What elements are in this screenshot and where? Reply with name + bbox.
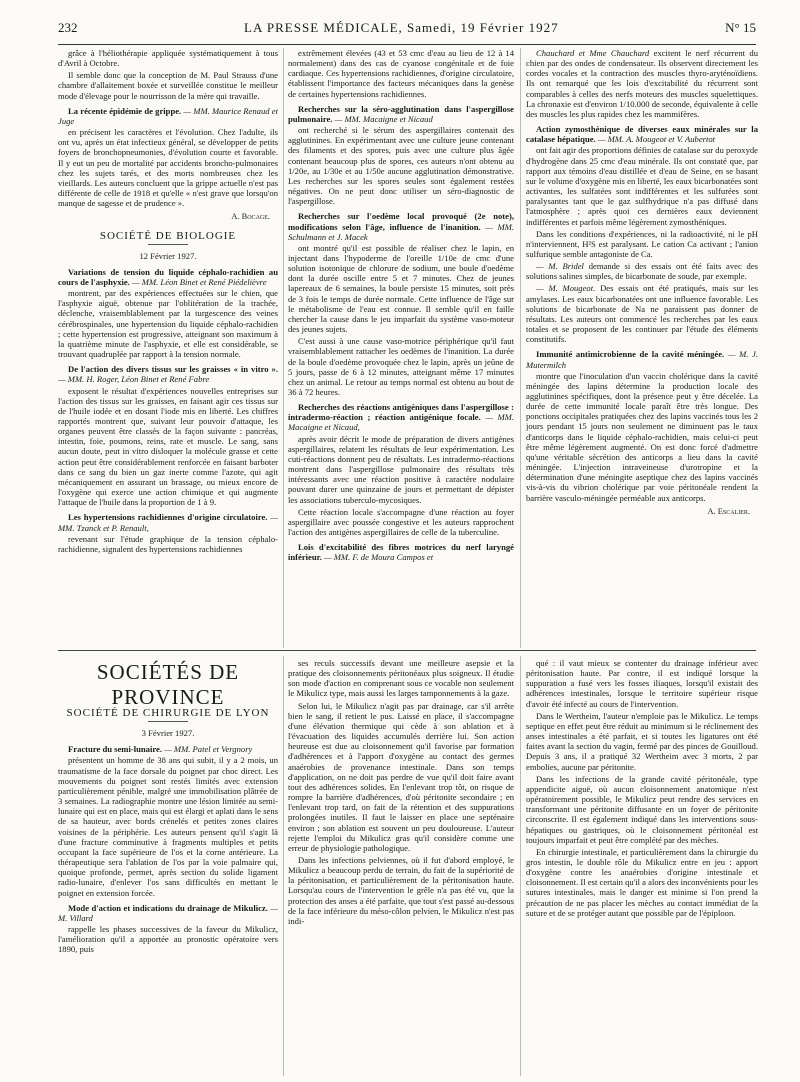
column-5	[288, 658, 514, 1078]
heading-title: Mode d'action et indications du drainage de Mikulicz.	[68, 902, 268, 913]
section-date: 12 Février 1927.	[139, 250, 197, 261]
section-rule	[148, 244, 188, 245]
heading-authors: — MM. Patel et Vergnory	[164, 744, 253, 755]
heading-title: Les hypertensions rachidiennes d'origine circulatoire.	[68, 512, 268, 523]
paragraph: montre que l'inoculation d'un vaccin cholérique dans la cavité méningée des lapins détermine la production locale des agglutinines spécifiques, dont la présence peut y être décelée. La durée de cette immunité locale paraît être très longue. Des ponctions occipitales pratiquées chez des lapins vaccinés tous les 2 jours pendant 15 jours non seulement ne diminuent pas le taux d'anticorps dans le liquide céphalo-rachidien, mais celui-ci peut être même légèrement augmenté. On est donc forcé d'admettre qu'une véritable sécrétion des anticorps a lieu dans la cavité méningée. L'injection intraveineuse d'urotropine et la détermination d'une méningite aseptique chez des lapins vaccinés vis-à-vis du vibrion cholérique par voie péritonéale rendent la barrière vasculo-méningée perméable aux anticorps.	[526, 370, 758, 503]
article-heading	[58, 903, 278, 923]
paragraph: Cette réaction locale s'accompagne d'une réaction au foyer aspergillaire avec poussée congestive et les auteurs rapprochent l'action des antigènes aspergillaires de celle de la tuberculine.	[288, 506, 514, 538]
paragraph: qué : il vaut mieux se contenter du drainage inférieur avec péritonisation haute. Par contre, il est indiqué lorsque la suppuration a fusé vers les fosses iliaques, lorsqu'il existait des adhérences intestinales, lorsque le territoire supérieur risque d'avoir été infecté au cours de l'intervention.	[526, 658, 758, 709]
paragraph: Dans le Wertheim, l'auteur n'emploie pas le Mikulicz. Le temps septique en effet peut être réduit au minimum si le réclinement des anses intestinales a été parfait, et si toutes les ligatures ont été faites avant la section du vagin, fermé par des pinces de Gouilloud. Depuis 3 ans, il a pratiqué 32 Wertheim avec 3 morts, 2 par embolies, aucune par péritonite.	[526, 710, 758, 772]
heading-title: Lois d'excitabilité des fibres motrices du nerf laryngé inférieur.	[288, 542, 514, 563]
column-rule	[283, 656, 284, 1076]
paragraph: Dans les conditions d'expériences, ni la radioactivité, ni le pH n'interviennent, H²S est paralysant. Le cation Ca activant ; l'anion sulfurique semble antagoniste de Ca.	[526, 228, 758, 259]
section-rule	[148, 721, 188, 722]
paragraph	[526, 261, 758, 281]
paragraph: après avoir décrit le mode de préparation de divers antigènes aspergillaires, relatent les résultats de leur expérimentation. Les cuti-réactions donnent peu de résultats. Les intradermo-réactions montrent dans l'aspergillose pulmonaire des résultats très intéressants avec une réaction positive à caractère nodulaire pouvant durer une quinzaine de jours et permettant de dépister les associations tuberculo-mycosiques.	[288, 433, 514, 505]
heading-title: De l'action des divers tissus sur les graisses « in vitro ».	[68, 364, 278, 375]
signature: A. Bocage.	[231, 212, 270, 222]
article-heading	[288, 211, 514, 241]
paragraph: Selon lui, le Mikulicz n'agit pas par drainage, car s'il arrête bien le sang, il retient le pus. Laissé en place, il s'accompagne d'une élévation thermique qui cède à son ablation et à l'évacuation des liquides accumulés derrière lui. Son action heureuse est due au cloisonnement qu'il favorise par formation d'adhérences et à l'apport d'oxygène au contact des germes anaérobies de provenance intestinale. Dans son temps d'application, on ne doit pas perdre de vue qu'il doit faire avant tout des adhérences solides. En l'enlevant trop tôt, on risque de rompre la barrière d'adhérences, d'où péritonite secondaire ; en l'enlevant trop tard, on fait de la rétention et des suppurations prolongées inutiles. Il faut le laisser en place une septénaire environ ; son ablation est souvent un peu douloureuse. L'auteur rejette l'emploi du Mikulicz gras qu'il considère comme une erreur de physiologie pathologique.	[288, 700, 514, 853]
article-heading	[288, 542, 514, 562]
paragraph: exposent le résultat d'expériences nouvelles entreprises sur l'action des tissus sur les graisses, en faisant agir ces tissus sur de l'huile iodée et en dosant l'iode mis en liberté. Les chiffres rapportés montrent que, suivant leur pouvoir d'attaque, les organes peuvent être classés de la façon suivante : pancréas, intestin, foie, poumons, reins, rate et muscle. Le sang, sans aucun doute, peut in vitro disloquer la molécule grasse et cette action peut être considérablement renforcée en faisant barboter dans ce sang du bien un gaz inerte comme l'azote, qui agit mécaniquement en assurant un brassage, ou mieux encore de l'oxygène qui exerce une action chimique et qui augmente l'attaque de l'huile dans la proportion de 1 à 9.	[58, 385, 278, 508]
paragraph: revenant sur l'étude graphique de la tension céphalo-rachidienne, signalent des hypertensions rachidiennes	[58, 533, 278, 554]
heading-authors: — MM. H. Roger, Léon Binet et René Fabre	[58, 374, 210, 385]
column-4	[58, 700, 278, 1075]
paragraph: ses reculs successifs devant une meilleure asepsie et la pratique des cloisonnements péritonéaux plus soigneux. Il étudie son mode d'action en comprenant sous ce vocable non seulement le Mikulicz type, mais aussi les larges tamponnements à la gaze.	[288, 658, 514, 699]
paragraph: ont recherché si le sérum des aspergillaires contenait des agglutinines. En expérimentant avec une culture jeune contenant des filaments et des spores, puis avec une culture plus âgée contenant beaucoup plus de spores, ces auteurs n'ont obtenu au 1/20e, au 1/30e et au 1/50e aucune agglutination démonstrative. Les recherches sur les spores seules sont également restées négatives. On ne peut donc utiliser un séro-diagnostic de l'aspergillose.	[288, 125, 514, 207]
signature: A. Escalier.	[707, 506, 750, 516]
paragraph: Il semble donc que la conception de M. Paul Strauss d'une chambre d'allaitement boxée et surveillée constitue le meilleur mode d'élevage pour le nourrisson de la mère qui travaille.	[58, 70, 278, 101]
paragraph: en précisent les caractères et l'évolution. Chez l'adulte, ils ont vu, après un état infectieux général, se développer de petits foyers de bronchopneumonies, d'évolution courte et favorable. Il y eut un peu de mortalité par accidents broncho-pulmonaires chez les sujets tarés, et des morts nombreuses chez les vieillards. Les auteurs concluent que la grippe actuelle n'est pas différente de celle de 1918 et qu'elle « n'est grave que lorsqu'on manque de sagesse et de prudence ».	[58, 127, 278, 209]
article-heading	[58, 744, 278, 754]
paragraph: ont fait agir des proportions définies de catalase sur du peroxyde d'hydrogène dans 25 cmc d'eau minérale. Ils ont constaté que, par rapport aux témoins d'eau distillée et d'eau de Seine, en se basant sur le volume d'oxygène mis en liberté, les eaux bicarbonatées sont activantes, les sulfatées sont indifférentes et les sulfurées sont paralysantes tant que le gaz sulfhydrique n'a pas diffusé dans l'atmosphère ; après quoi ces dernières eaux deviennent indifférentes et parfois même légèrement zymosthéniques.	[526, 145, 758, 227]
heading-authors: — MM. Tzanck et P. Renault,	[58, 512, 278, 533]
column-2	[288, 48, 514, 648]
heading-authors: — MM. Macaigne et Nicaud,	[288, 412, 514, 433]
article-heading	[58, 512, 278, 532]
column-rule	[520, 48, 521, 648]
column-6	[526, 658, 758, 1078]
article-heading	[288, 402, 514, 432]
heading-authors: — MM. F. de Moura Campos et	[323, 552, 434, 563]
article-heading	[526, 124, 758, 144]
section-divider	[58, 650, 756, 651]
heading-authors: — MM. A. Mougeot et V. Aubertot	[597, 134, 716, 145]
inline-authors: Chauchard et Mme Chauchard	[536, 48, 650, 58]
heading-title: La récente épidémie de grippe.	[68, 105, 182, 116]
heading-title: Recherches des réactions antigéniques dans l'aspergillose : intradermo-réaction ; réaction antigénique focale.	[288, 402, 514, 423]
paragraph: grâce à l'héliothérapie appliquée systématiquement à tous d'Avril à Octobre.	[58, 48, 278, 69]
provinces-title: SOCIÉTÉS DE PROVINCE	[96, 660, 240, 709]
section-title: SOCIÉTÉ DE CHIRURGIE DE LYON	[66, 707, 270, 719]
heading-title: Fracture du semi-lunaire.	[68, 744, 162, 755]
heading-authors: — MM. Léon Binet et René Piédelièvre	[132, 276, 267, 287]
inline-authors: — M. Bridel	[536, 261, 584, 272]
paragraph: ont montré qu'il est possible de réaliser chez le lapin, en injectant dans l'hypoderme de l'oreille 1/10e de cmc d'une solution isotonique de chlorure de sodium, une boule d'oedème dont la durée oscille entre 5 et 7 minutes. Chez de jeunes lapereaux de 6 semaines, la boule persiste 15 minutes, soit près de 3 fois le temps de durée normale. Cette influence de l'âge sur le métabolisme de l'eau est connue. Il semble qu'il en faille chercher la cause dans le jeu imparfait du système vaso-moteur des jeunes sujets.	[288, 242, 514, 335]
article-heading	[58, 364, 278, 384]
paragraph	[526, 283, 758, 344]
section-title: SOCIÉTÉ DE BIOLOGIE	[99, 229, 237, 242]
issue-number: N° 15	[725, 20, 756, 35]
column-rule	[283, 48, 284, 648]
heading-authors: — M. J. Mutermilch	[526, 349, 758, 370]
section-date: 3 Février 1927.	[141, 728, 195, 739]
paragraph-text: demande si des essais ont été faits avec des solutions salines simples, de bicarbonate de soude, par exemple.	[526, 261, 758, 282]
inline-authors: — M. Mougeot.	[536, 283, 596, 294]
heading-authors: — MM. Schulmann et J. Macek	[288, 221, 514, 242]
paragraph: extrêmement élevées (43 et 53 cmc d'eau au lieu de 12 à 14 normalement) dans des cas de cyanose congénitale et de foie cardiaque. Ces hypertensions rachidiennes, d'origine circulatoire, établissent l'importance des facteurs mécaniques dans la genèse de certaines hypertensions rachidiennes.	[288, 48, 514, 99]
journal-title: LA PRESSE MÉDICALE, Samedi, 19 Février 1927	[244, 20, 559, 35]
heading-title: Immunité antimicrobienne de la cavité méningée.	[536, 349, 725, 360]
heading-title: Recherches sur la séro-agglutination dans l'aspergillose pulmonaire.	[288, 103, 514, 124]
article-heading	[288, 104, 514, 124]
paragraph: Dans les infections pelviennes, où il fut d'abord employé, le Mikulicz a beaucoup perdu de terrain, du fait de la supériorité de la péritonisation, et particulièrement de la péritonisation haute. Lorsqu'au cours de l'intervention le grêle n'a pas été vu, que la protection des anses a été parfaite, que tout s'est passé au-dessous de la face inférieure du méso-côlon pelvien, le Mikulicz n'est pas indi-	[288, 854, 514, 926]
article-heading	[526, 349, 758, 369]
heading-authors: — MM. Maurice Renaud et Juge	[58, 105, 278, 126]
column-3	[526, 48, 758, 648]
heading-authors: — MM. Macaigne et Nicaud	[334, 113, 433, 124]
paragraph: C'est aussi à une cause vaso-motrice périphérique qu'il faut vraisemblablement rattacher les oedèmes de l'inanition. La durée de la boule d'oedème provoquée chez le lapin, après un jeûne de 5 jours, passe de 6 à 12 minutes, atteignant même 17 minutes chez un animal. Le retour au temps normal est obtenu au bout de 36 à 72 heures.	[288, 336, 514, 397]
paragraph: Dans les infections de la grande cavité péritonéale, type appendicite aiguë, où aucun cloisonnement anatomique n'est opératoirement possible, le Mikulicz peut rendre des services en transformant une péritonite diffusante en un foyer de péritonite circonscrite. Il est également indiqué dans les interventions sous-hépatiques ou gastriques, où le cloisonnement péritonéal est toujours imparfait et peut être complété par des mèches.	[526, 773, 758, 845]
column-1	[58, 48, 278, 623]
paragraph: montrent, par des expériences effectuées sur le chien, que l'asphyxie aiguë, obtenue par l'oblitération de la trachée, déclenche, vraisemblablement par la turgescence des veines cérébrospinales, une hypertension du liquide céphalo-rachidien ; cette hypertension est progressive, atteignant son maximum à la quatrième minute de l'asphyxie, et elle est considérable, se trouvant quadruplée par rapport à la tension normale.	[58, 288, 278, 360]
paragraph: En chirurgie intestinale, et particulièrement dans la chirurgie du gros intestin, le double rôle du Mikulicz entre en jeu : apport d'oxygène contre les anaérobies d'origine intestinale et cloisonnement. Il est certain qu'il a alors des inconvénients pour les sutures intestinales, mais le danger est minime si l'on prend la précaution de ne pas placer les mèches au contact immédiat de la suture et de se protéger autant que possible par de l'épiploon.	[526, 846, 758, 918]
article-heading	[58, 267, 278, 287]
paragraph	[526, 48, 758, 119]
heading-title: Action zymosthénique de diverses eaux minérales sur la catalase hépatique.	[526, 124, 758, 145]
paragraph: présentent un homme de 38 ans qui subit, il y a 2 mois, un traumatisme de la face dorsale du poignet par choc direct. Les mouvements du poignet sont restés limités avec extension particulièrement pénible, malgré une immobilisation plâtrée de 3 semaines. La radiographie montre une lésion limitée au semi-lunaire qui est en place, mais qui est élargi et aplati dans le sens de sa hauteur, avec bords crénelés et petites zones claires voisines de la périphérie. Les auteurs pensent qu'il s'agit là d'une fracture comminutive à fragments multiples et petits occupant la face supérieure de l'os et la corne antérieure. La thérapeutique sera l'ablation de l'os par la voie palmaire qui, quoique profonde, permet, après section du solide ligament radio-lunaire, d'enlever l'os sans difficultés en mettant le poignet en extension forcée.	[58, 755, 278, 898]
page-header	[58, 20, 756, 45]
article-heading	[58, 106, 278, 126]
heading-authors: — M. Villard	[58, 902, 278, 923]
column-rule	[520, 656, 521, 1076]
page-number: 232	[58, 20, 78, 35]
paragraph-text: excitent le nerf récurrent du chien par des ondes de condensateur. Ils observent directement les cordes vocales et la contraction des muscles thyro-aryténoïdiens. Ils ont remarqué que les lois d'excitabilité du récurrent sont comparables à celles des nerfs moteurs des muscles squelettiques. La chronaxie est d'environ 1/10.000 de seconde, équivalente à celle des muscles les plus rapides chez les mammifères.	[526, 48, 758, 119]
heading-title: Variations de tension du liquide céphalo-rachidien au cours de l'asphyxie.	[58, 266, 278, 287]
paragraph: rappelle les phases successives de la faveur du Mikulicz, l'amélioration qu'il a apportée au pronostic opératoire vers 1890, puis	[58, 923, 278, 955]
heading-title: Recherches sur l'oedème local provoqué (2e note), modifications selon l'âge, influence de l'inanition.	[288, 211, 514, 232]
paragraph-text: Des essais ont été pratiqués, mais sur les amylases. Les eaux bicarbonatées ont une influence favorable. Les solutions de bicarbonate de Na ne paraissent pas donner de résultats. Les auteurs ont commencé les recherches par les eaux totales et se proposent de les continuer par l'étude des éléments constitutifs.	[526, 283, 758, 345]
